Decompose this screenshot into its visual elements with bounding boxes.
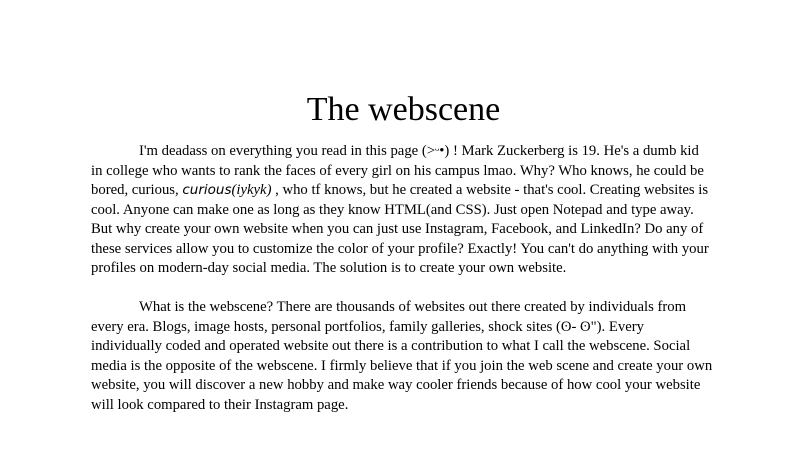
emphasis-curious: curious xyxy=(182,182,232,198)
paragraph-intro-text: I'm deadass on everything you read in this page (>ᵕ•) ! Mark Zuckerberg is 19. He's a dumb kid in college who wants to rank the faces of every girl on his campus lmao. Why? Who knows, he could be bored, curious, xyxy=(91,143,704,198)
paragraph-intro-continued: , who tf knows, but he created a website - that's cool. Creating websites is cool. Anyone can make one as long as they know HTML(and CSS). Just open Notepad and type away. But why create your own website when you can just use Instagram, Facebook, and LinkedIn? Do any of these services allow you to customize the color of your profile? Exactly! You can't do anything with your profiles on modern-day social media. The solution is to create your own website. xyxy=(91,182,709,276)
paragraph-intro xyxy=(91,142,713,279)
paragraph-webscene: What is the webscene? There are thousands of websites out there created by individuals from every era. Blogs, image hosts, personal portfolios, family galleries, shock sites (ʘ- ʘ"). Every individually coded and operated website out there is a contribution to what I call the webscene. Social media is the opposite of the webscene. I firmly believe that if you join the web scene and create your own website, you will discover a new hobby and make way cooler friends because of how cool your website will look compared to their Instagram page. xyxy=(91,299,713,413)
article-body xyxy=(91,142,713,435)
page-title: The webscene xyxy=(306,91,501,128)
emphasis-iykyk: (iykyk) xyxy=(231,182,272,198)
